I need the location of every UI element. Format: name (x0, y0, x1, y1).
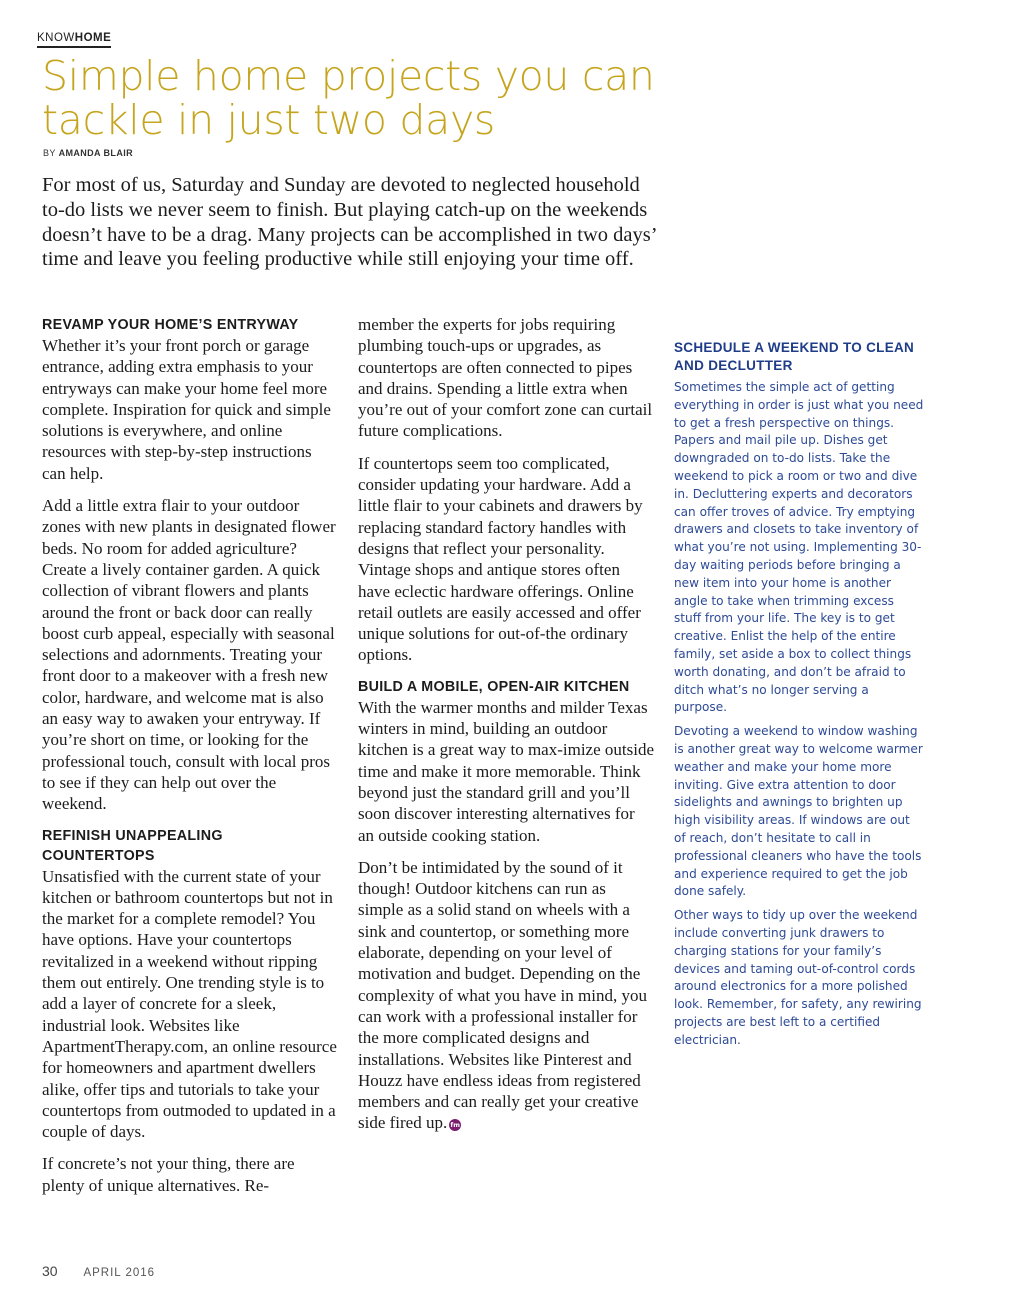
end-mark-icon: fm (450, 1121, 461, 1130)
page-footer (42, 1263, 155, 1279)
paragraph (358, 857, 654, 1134)
headline: Simple home projects you can tackle in just two days (42, 52, 655, 144)
intro-paragraph: For most of us, Saturday and Sunday are devoted to neglected household to-do lists we never seem to finish. But playing catch-up on the weekends doesn’t have to be a drag. Many projects can be accomplished in two days’ time and leave you feeling productive while still enjoying your time off. (42, 174, 657, 271)
paragraph: Unsatisfied with the current state of your kitchen or bathroom countertops but not in the market for a complete remodel? You have options. Have your countertops revitalized in a weekend without ripping them out entirely. One trending style is to add a layer of concrete for a sleek, industrial look. Websites like ApartmentTherapy.com, an online resource for homeowners and apartment dwellers alike, offer tips and tutorials to take your countertops from outmoded to updated in a couple of days. (42, 866, 337, 1142)
paragraph-text: Don’t be intimidated by the sound of it though! Outdoor kitchens can run as simple as a solid stand on wheels with a sink and countertop, or something more elaborate, depending on your level of motivation and budget. Depending on the complexity of what you have in mind, you can work with a professional installer for the more complicated designs and installations. Websites like Pinterest and Houzz have endless ideas from registered members and can really get your creative side fired up. (358, 857, 647, 1133)
paragraph: Devoting a weekend to window washing is another great way to welcome warmer weather and make your home more inviting. Give extra attention to door sidelights and awnings to brighten up high visibility areas. If windows are out of reach, don’t hesitate to call in professional cleaners who have the tools and experience required to get the job done safely. (674, 724, 923, 899)
paragraph: Add a little extra flair to your outdoor zones with new plants in designated flower beds. No room for added agriculture? Create a lively container garden. A quick collection of vibrant flowers and plants around the front or back door can really boost curb appeal, especially with seasonal selections and adornments. Treating your front door to a makeover with a fresh new color, hardware, and welcome mat is also an easy way to awaken your entryway. If you’re short on time, or looking for the professional touch, consult with local pros to see if they can help out over the weekend. (42, 496, 336, 814)
heading-countertops: REFINISH UNAPPEALING COUNTERTOPS (42, 827, 223, 864)
page-number: 30 (42, 1263, 58, 1279)
paragraph: With the warmer months and milder Texas winters in mind, building an outdoor kitchen is a great way to max-imize outside time and make it more memorable. Think beyond just the standard grill and you’ll soon discover interesting alternatives for an outside cooking station. (358, 697, 654, 845)
section-label (37, 31, 111, 48)
sidebar-column (674, 338, 924, 1055)
paragraph: If countertops seem too complicated, consider updating your hardware. Add a little flair to your cabinets and drawers by replacing standard factory handles with designs that reflect your personality. Vintage shops and antique stores often have eclectic hardware offerings. Online retail outlets are easily accessed and offer unique solutions for out-of-the ordinary options. (358, 453, 643, 665)
paragraph: member the experts for jobs requiring plumbing touch-ups or upgrades, as countertops are often connected to pipes and drains. Spending a little extra when you’re out of your comfort zone can curtail future complications. (358, 315, 653, 441)
paragraph: If concrete’s not your thing, there are plenty of unique alternatives. Re- (42, 1154, 295, 1195)
heading-outdoor-kitchen: BUILD A MOBILE, OPEN-AIR KITCHEN (358, 678, 630, 695)
section-label-home: HOME (74, 32, 112, 44)
heading-declutter: SCHEDULE A WEEKEND TO CLEAN AND DECLUTTER (674, 340, 915, 373)
paragraph: Whether it’s your front porch or garage entrance, adding extra emphasis to your entryways can make your home feel more complete. Inspiration for quick and simple solutions is everywhere, and online resources with step-by-step instructions can help. (42, 336, 331, 483)
section-label-know: KNOW (37, 32, 75, 44)
byline-prefix: BY (43, 148, 56, 158)
issue-date: APRIL 2016 (83, 1267, 156, 1279)
heading-entryway: REVAMP YOUR HOME’S ENTRYWAY (42, 317, 299, 333)
byline-author: AMANDA BLAIR (58, 148, 134, 158)
article-column-2 (358, 314, 654, 1145)
paragraph: Sometimes the simple act of getting everything in order is just what you need to get a fresh perspective on things. Papers and mail pile up. Dishes get downgraded on to-do lists. Take the weekend to pick a room or two and dive in. Decluttering experts and decorators can offer troves of advice. Try emptying drawers and closets to take inventory of what you’re not using. Implementing 30-day waiting periods before bringing a new item into your home is another angle to take when trimming excess stuff from your life. The key is to get creative. Enlist the help of the entire family, set aside a box to collect things worth donating, and don’t be afraid to ditch what’s no longer serving a purpose. (674, 380, 924, 715)
byline (43, 148, 133, 158)
article-column-1 (42, 314, 338, 1207)
paragraph: Other ways to tidy up over the weekend include converting junk drawers to charging stations for your family’s devices and taming out-of-control cords around electronics for a more polished look. Remember, for safety, any rewiring projects are best left to a certified electrician. (674, 908, 922, 1047)
